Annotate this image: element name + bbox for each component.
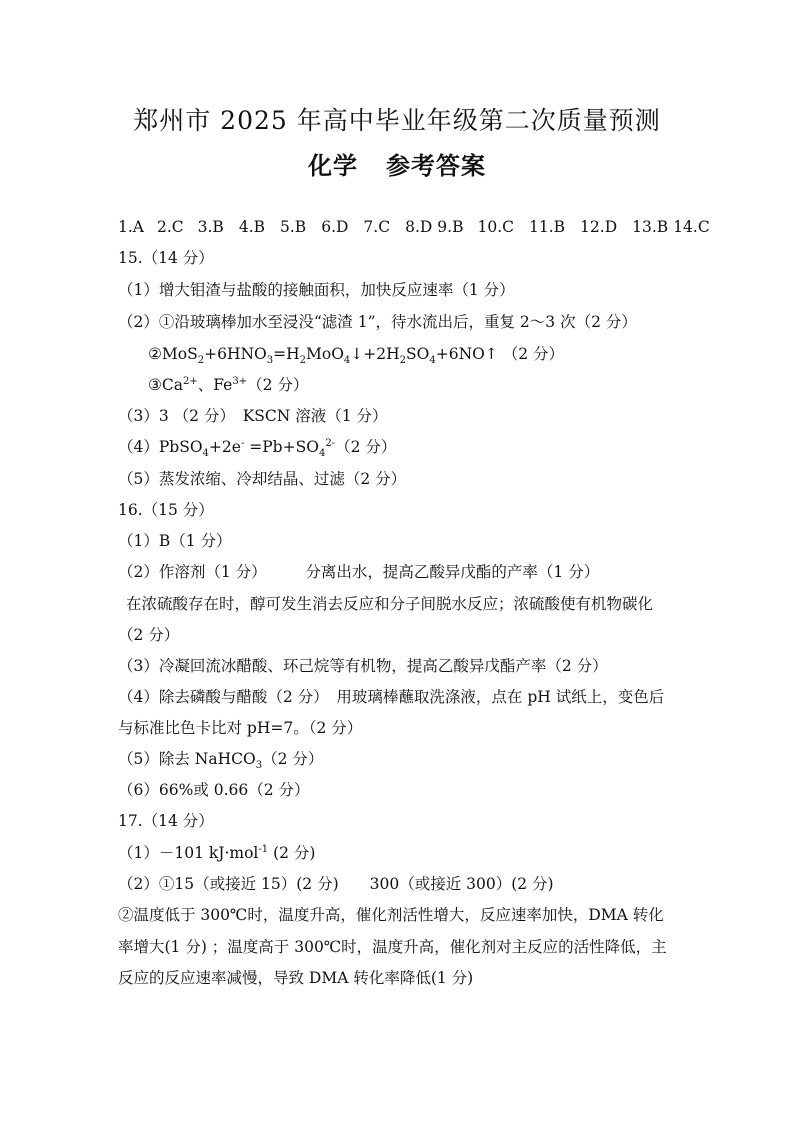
q16-answer-6: （6）66%或 0.66（2 分） (118, 781, 310, 799)
choice-answer: 8.D (405, 218, 433, 236)
choice-answer: 6.D (321, 218, 349, 236)
choice-answer: 10.C (477, 218, 514, 236)
choice-answer: 2.C (156, 218, 184, 236)
choice-answer: 7.C (363, 218, 391, 236)
q16-answer-2-score: （2 分） (118, 626, 180, 644)
q16-answer-3: （3）冷凝回流冰醋酸、环己烷等有机物，提高乙酸异戊酯产率（2 分） (118, 657, 608, 675)
q15-answer-4: （4）PbSO$_4$+2e- $=Pb+SO_4^{2-}(2$ 分） (118, 437, 397, 460)
choice-answer: 3.B (197, 218, 224, 236)
q16-answer-2: （2）作溶剂（1 分） 分离出水，提高乙酸异戊酯的产率（1 分） (118, 563, 600, 581)
q16-answer-1: （1）B（1 分） (118, 532, 232, 550)
q15-answer-2-1: （2）①沿玻璃棒加水至浸没“滤渣 1”，待水流出后，重复 2～3 次（2 分） (118, 313, 637, 331)
document-subtitle (0, 146, 794, 181)
q17-answer-2-explanation-1: ②温度低于 300℃时，温度升高，催化剂活性增大，反应速率加快，DMA 转化 (118, 906, 664, 924)
choice-answer: 11.B (529, 218, 566, 236)
choice-answers-row (118, 217, 710, 237)
answer-key-label: 参考答案 (386, 152, 486, 180)
choice-answer: 12.D (580, 218, 618, 236)
q17-heading: 17.（14 分） (118, 812, 214, 830)
q15-answer-1: （1）增大钼渣与盐酸的接触面积，加快反应速率（1 分） (118, 281, 515, 299)
q16-answer-5: （5）除去 NaHCO$_3$（2 分） (118, 750, 324, 772)
q15-answer-2-2: $②MoS_2+6HNO_3=H_2MoO_4↓+2H_2SO_4+6NO↑$ （2 分） (148, 345, 565, 367)
choice-answer: 1.A (118, 218, 144, 236)
choice-answer: 5.B (280, 218, 307, 236)
q15-heading: 15.（14 分） (118, 249, 214, 267)
q16-answer-4-cont: 与标准比色卡比对 pH=7。（2 分） (118, 719, 363, 737)
q17-answer-2: （2）①15（或接近 15）(2 分) 300（或接近 300）(2 分) (118, 875, 554, 893)
q17-answer-1: （1）－101 kJ·mol$^{-1}$ (2 分) (118, 843, 316, 862)
q16-heading: 16.（15 分） (118, 501, 214, 519)
q15-answer-3: （3）3 （2 分） KSCN 溶液（1 分） (118, 407, 388, 425)
q16-answer-2-explanation: 在浓硫酸存在时，醇可发生消去反应和分子间脱水反应；浓硫酸使有机物碳化 (126, 595, 654, 613)
choice-answer: 13.B (632, 218, 669, 236)
choice-answer: 4.B (238, 218, 266, 236)
q16-answer-4: （4）除去磷酸与醋酸（2 分） 用玻璃棒蘸取洗涤液，点在 pH 试纸上，变色后 (118, 688, 665, 706)
q15-answer-5: （5）蒸发浓缩、冷却结晶、过滤（2 分） (118, 470, 407, 488)
q15-answer-2-3: $③Ca^{2+}$、$Fe^{3+}(2$ 分） (148, 375, 309, 394)
q17-answer-2-explanation-2: 率增大(1 分) ；温度高于 300℃时，温度升高，催化剂对主反应的活性降低，主 (118, 938, 667, 956)
subject-label: 化学 (308, 152, 358, 180)
document-title: 郑州市 2025 年高中毕业年级第二次质量预测 (133, 106, 661, 135)
choice-answer: 14.C (673, 218, 710, 236)
q17-answer-2-explanation-3: 反应的反应速率减慢，导致 DMA 转化率降低(1 分) (118, 969, 474, 987)
choice-answer: 9.B (437, 218, 464, 236)
